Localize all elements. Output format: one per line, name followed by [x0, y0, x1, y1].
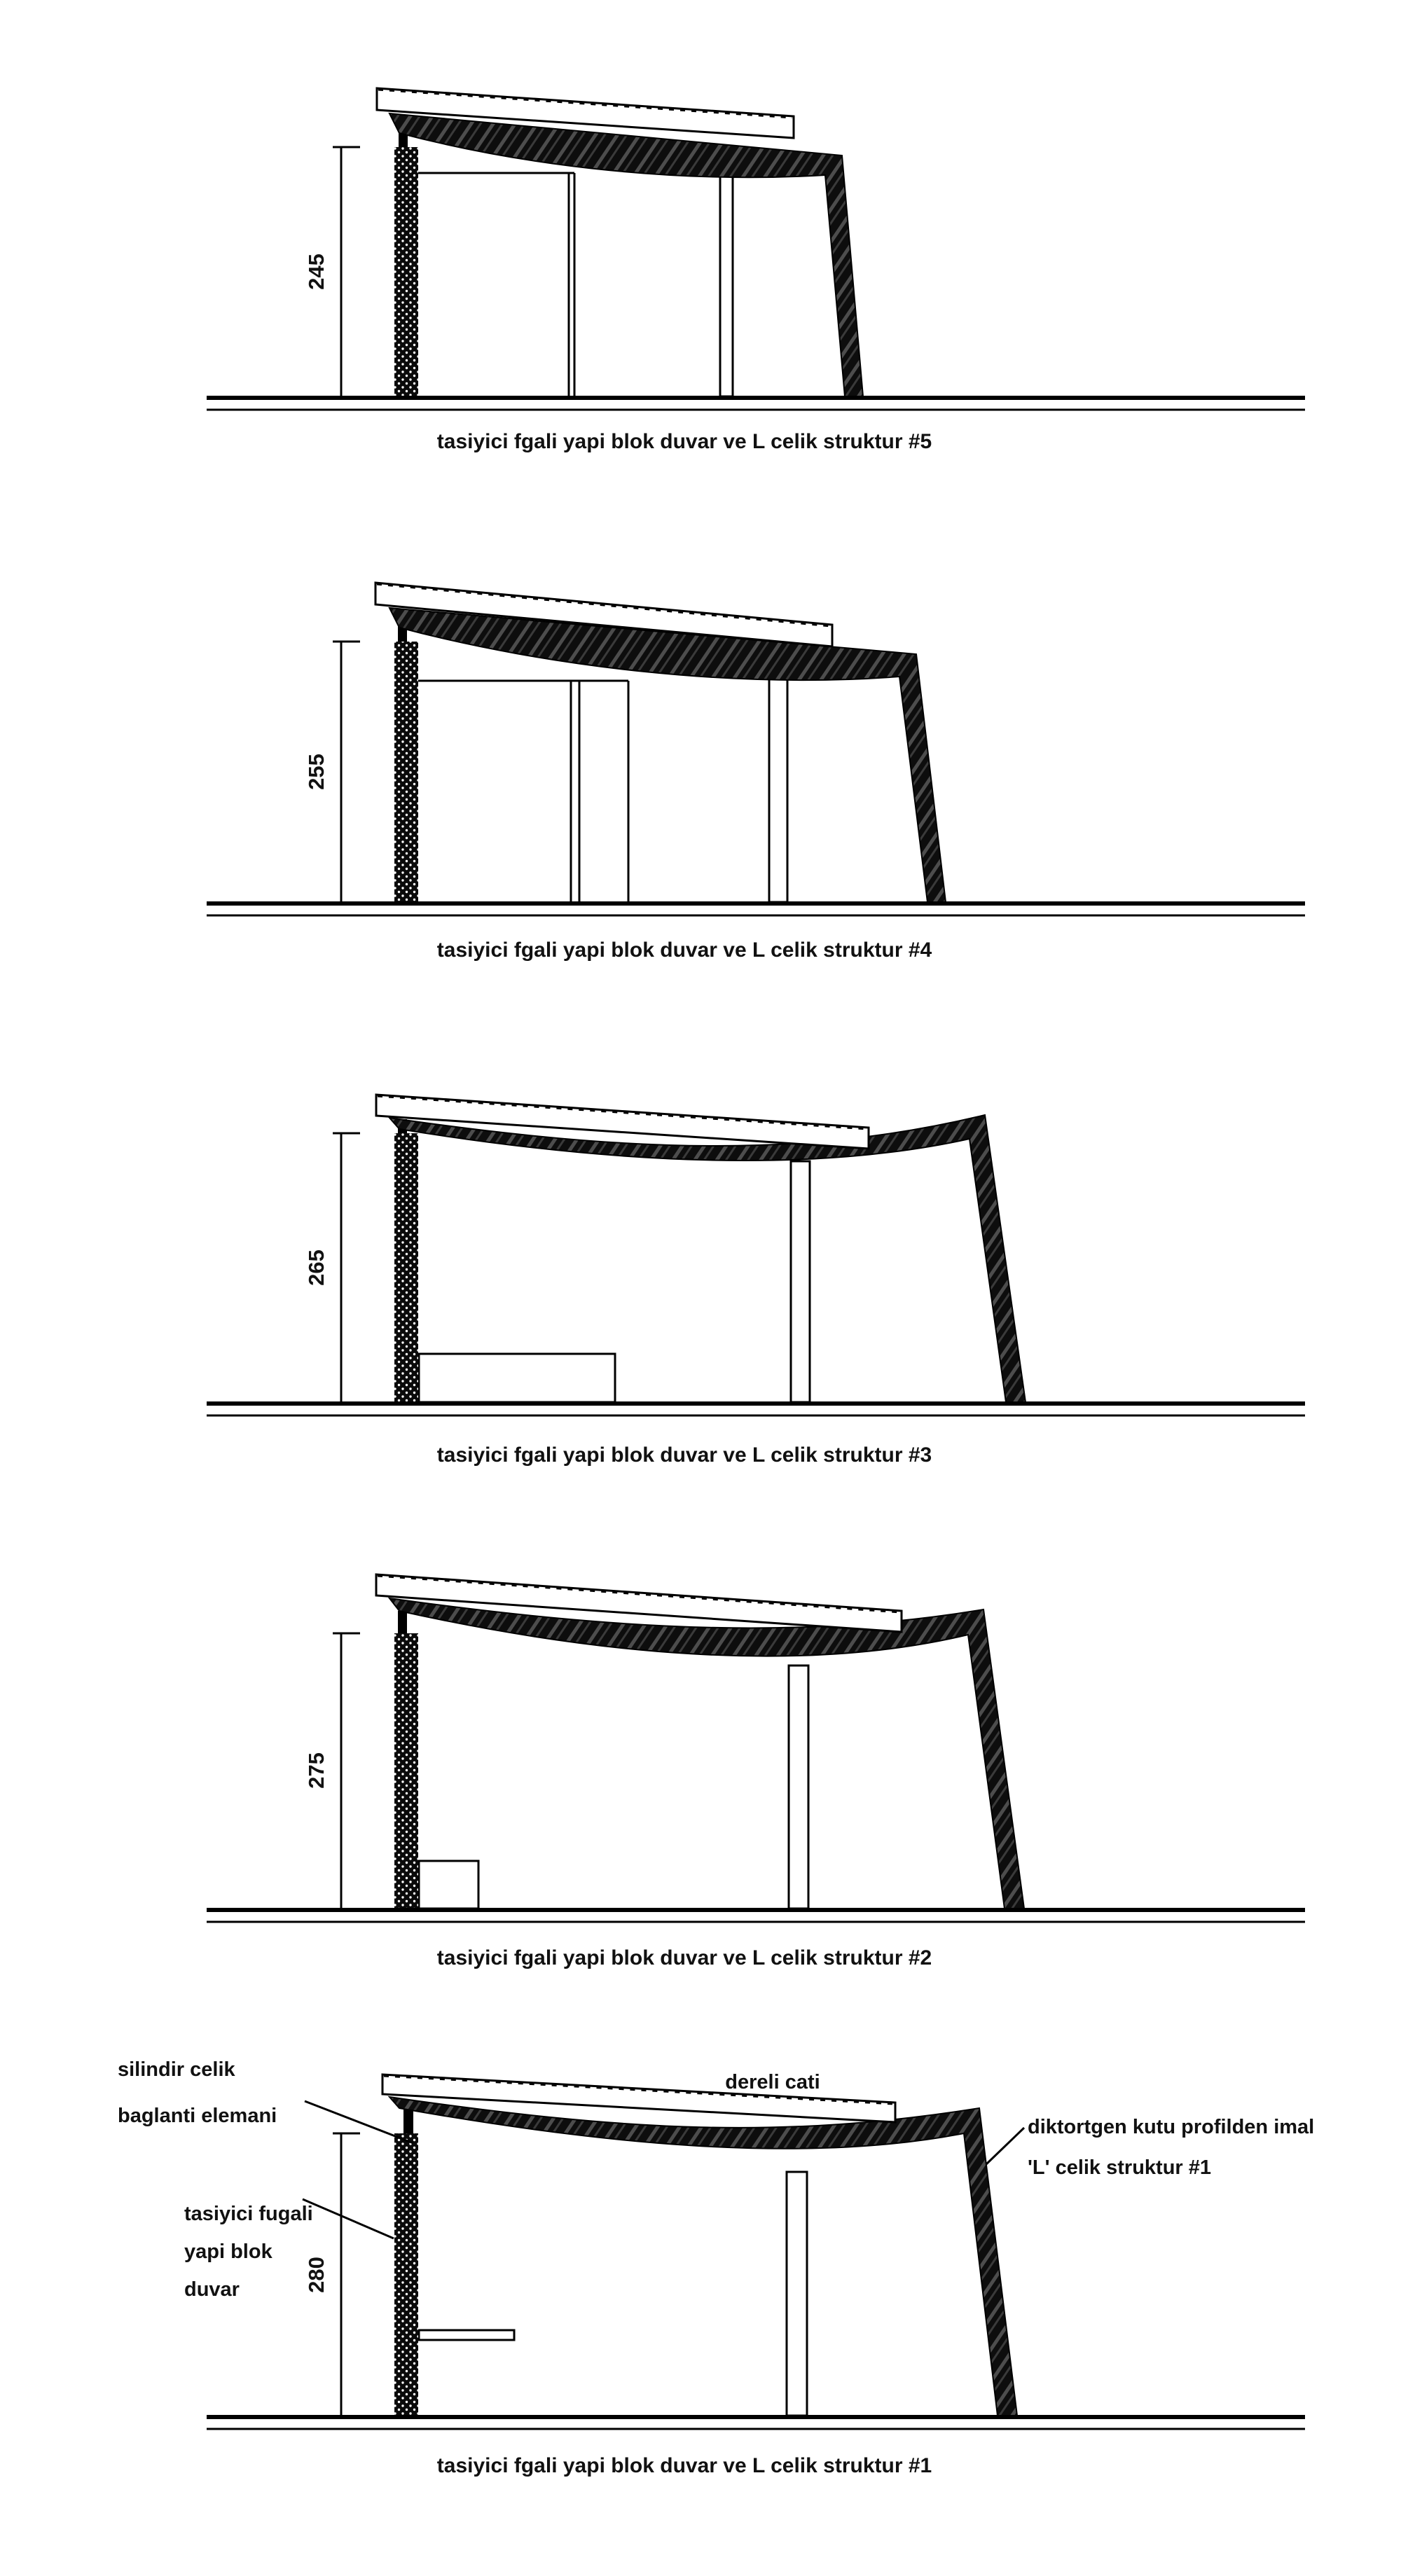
leader-line-steel	[986, 2128, 1024, 2164]
annotation-wall-line1: tasiyici fugali	[184, 2203, 313, 2225]
interior-column	[791, 1161, 810, 1402]
roof-slab	[376, 1095, 869, 1149]
block-wall-hatch	[394, 642, 418, 902]
height-dimension-label: 245	[304, 254, 329, 290]
figure-caption: tasiyici fgali yapi blok duvar ve L celik struktur #5	[436, 430, 932, 453]
low-bench-block	[419, 1354, 615, 1402]
dimension-line	[333, 1633, 360, 1909]
small-block	[419, 1861, 478, 1909]
roof-slab	[376, 1574, 902, 1632]
annotation-steel-line2: 'L' celik struktur #1	[1028, 2156, 1212, 2179]
figure-caption: tasiyici fgali yapi blok duvar ve L celik struktur #1	[436, 2454, 932, 2477]
height-dimension-label: 280	[304, 2257, 329, 2293]
block-wall-hatch	[394, 1633, 418, 1909]
door-panel-lines	[418, 681, 628, 902]
height-dimension-label: 265	[304, 1249, 329, 1286]
dimension-line	[333, 642, 360, 902]
connector-stub	[398, 1611, 407, 1633]
interior-column	[787, 2172, 807, 2416]
annotation-roof-label: dereli cati	[725, 2071, 820, 2093]
dimension-line	[333, 147, 360, 396]
dimension-line	[333, 1133, 360, 1402]
block-wall-hatch	[394, 2133, 418, 2416]
steel-beam-and-column	[389, 113, 863, 396]
annotation-connector-line1: silindir celik	[118, 2058, 235, 2081]
height-dimension-label: 255	[304, 754, 329, 790]
height-dimension-label: 275	[304, 1752, 329, 1789]
figure-section-3	[207, 1095, 1305, 1467]
steel-beam-and-column	[389, 2097, 1017, 2416]
interior-column	[720, 161, 733, 396]
leader-line-wall	[303, 2199, 394, 2238]
figure-section-1	[118, 2058, 1314, 2477]
leader-line-connector	[305, 2101, 413, 2143]
figure-section-2	[207, 1574, 1305, 1969]
wall-shelf-line	[419, 2330, 514, 2340]
interior-column	[789, 1666, 808, 1909]
steel-beam-and-column	[389, 608, 946, 902]
figure-caption: tasiyici fgali yapi blok duvar ve L celik struktur #4	[436, 939, 932, 962]
annotation-wall-line3: duvar	[184, 2278, 240, 2301]
annotation-connector-line2: baglanti elemani	[118, 2105, 277, 2127]
annotation-wall-line2: yapi blok	[184, 2241, 272, 2263]
interior-column	[769, 667, 787, 902]
figure-section-4	[207, 583, 1305, 962]
steel-beam-and-column	[389, 1598, 1024, 1909]
annotation-steel-line1: diktortgen kutu profilden imal	[1028, 2116, 1315, 2138]
figure-section-5	[207, 88, 1305, 453]
figure-caption: tasiyici fgali yapi blok duvar ve L celik struktur #3	[436, 1443, 932, 1467]
block-wall-hatch	[394, 147, 418, 396]
dimension-line	[333, 2133, 360, 2416]
block-wall-hatch	[394, 1133, 418, 1402]
figure-caption: tasiyici fgali yapi blok duvar ve L celik struktur #2	[436, 1946, 932, 1969]
door-panel-lines	[418, 173, 574, 396]
